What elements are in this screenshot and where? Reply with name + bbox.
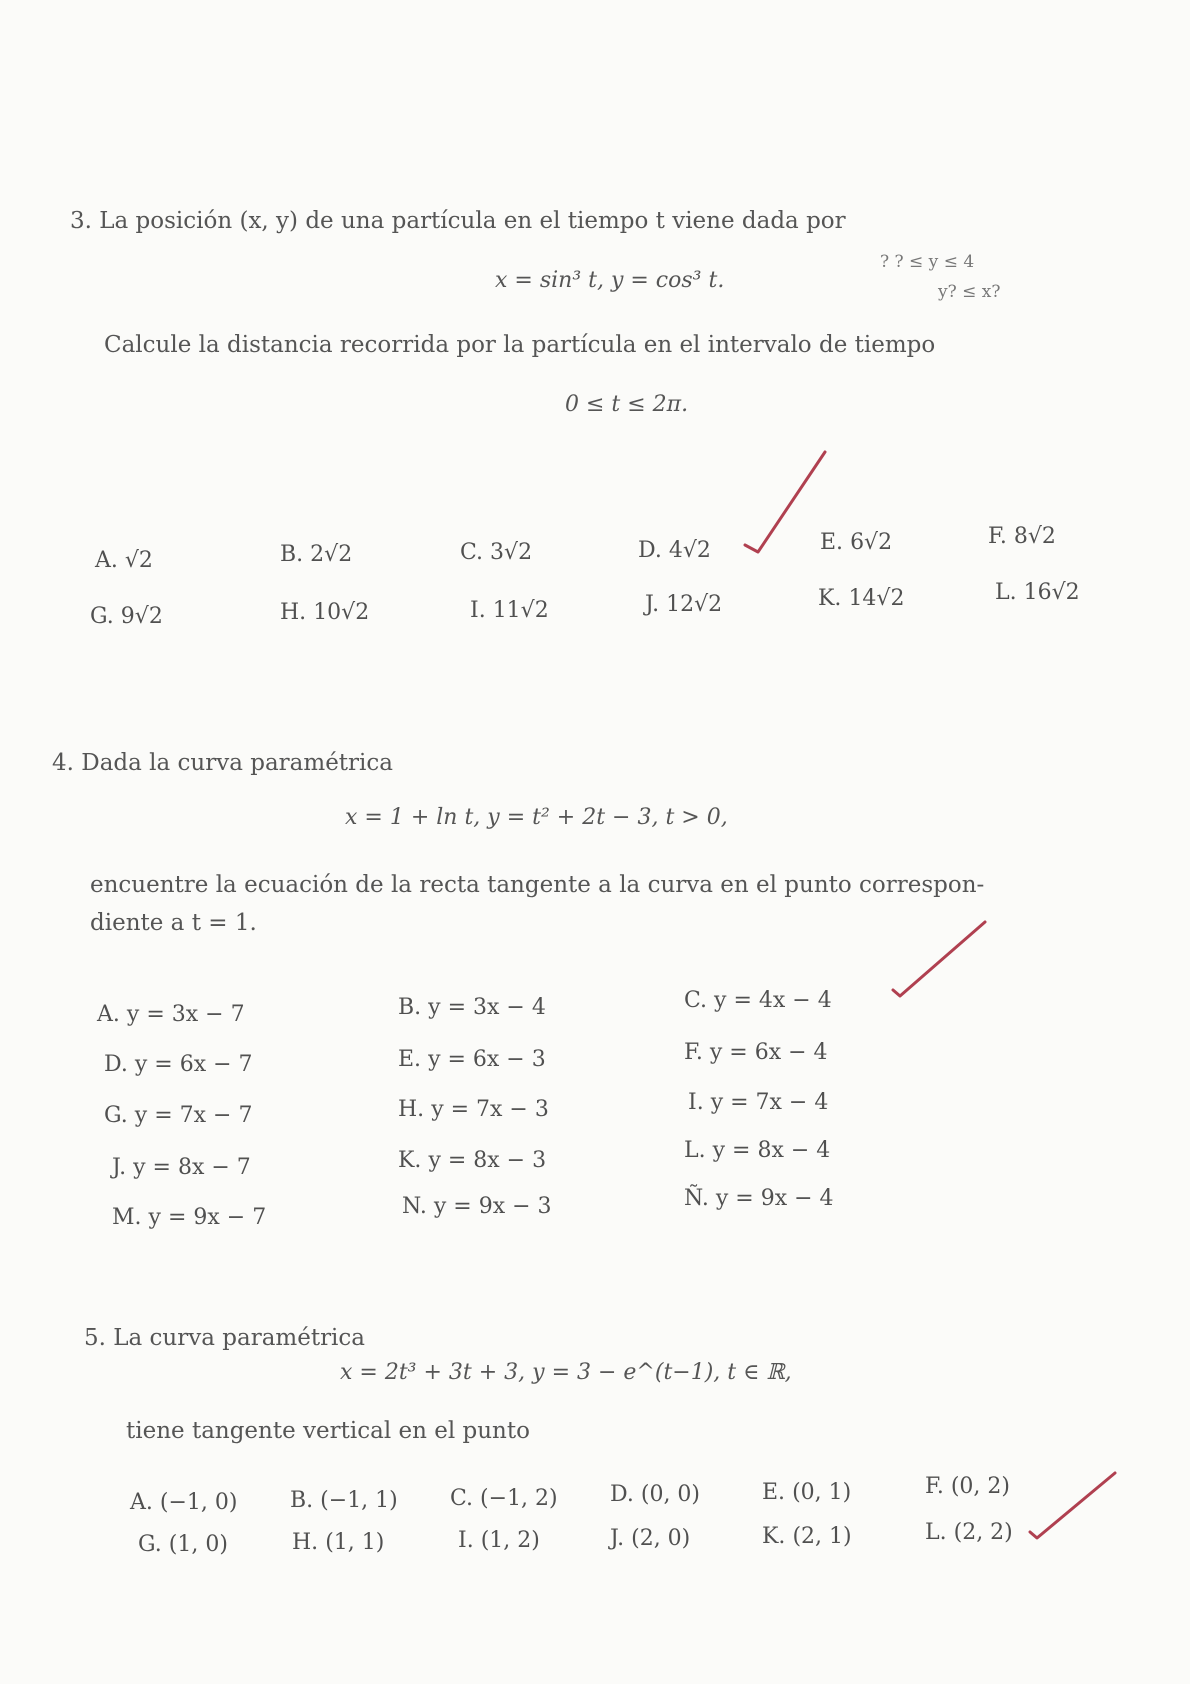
q3-option[interactable]: J. 12√2: [645, 592, 723, 617]
q4-instruction-line-2: diente a t = 1.: [90, 910, 257, 936]
q4-option[interactable]: J. y = 8x − 7: [112, 1155, 251, 1180]
q4-option[interactable]: G. y = 7x − 7: [104, 1103, 253, 1128]
q4-option[interactable]: I. y = 7x − 4: [688, 1090, 829, 1115]
q5-option-selected[interactable]: L. (2, 2): [925, 1520, 1013, 1545]
q4-option[interactable]: B. y = 3x − 4: [398, 995, 546, 1020]
q5-option[interactable]: I. (1, 2): [458, 1528, 540, 1553]
q3-option[interactable]: C. 3√2: [460, 540, 533, 565]
q3-instruction: Calcule la distancia recorrida por la partícula en el intervalo de tiempo: [104, 332, 936, 358]
q3-interval: 0 ≤ t ≤ 2π.: [565, 392, 689, 417]
q3-margin-note-2: y? ≤ x?: [938, 282, 1001, 302]
q5-stem: 5. La curva paramétrica: [84, 1325, 366, 1351]
q3-option[interactable]: A. √2: [95, 548, 153, 573]
q5-option[interactable]: D. (0, 0): [610, 1482, 701, 1507]
q5-option[interactable]: F. (0, 2): [925, 1474, 1010, 1499]
q3-option[interactable]: G. 9√2: [90, 604, 163, 629]
q3-option-selected[interactable]: D. 4√2: [638, 538, 711, 563]
q3-option[interactable]: F. 8√2: [988, 524, 1056, 549]
q4-option[interactable]: K. y = 8x − 3: [398, 1148, 547, 1173]
q5-option[interactable]: E. (0, 1): [762, 1480, 852, 1505]
q4-option[interactable]: M. y = 9x − 7: [112, 1205, 267, 1230]
q4-option[interactable]: N. y = 9x − 3: [402, 1194, 552, 1219]
q3-formula: x = sin³ t, y = cos³ t.: [495, 268, 725, 293]
q4-option[interactable]: H. y = 7x − 3: [398, 1097, 549, 1122]
q4-stem: 4. Dada la curva paramétrica: [52, 750, 393, 776]
q3-option[interactable]: H. 10√2: [280, 600, 370, 625]
q3-option[interactable]: L. 16√2: [995, 580, 1080, 605]
q3-option[interactable]: B. 2√2: [280, 542, 353, 567]
q5-option[interactable]: K. (2, 1): [762, 1524, 852, 1549]
q4-option[interactable]: A. y = 3x − 7: [97, 1002, 245, 1027]
q4-formula: x = 1 + ln t, y = t² + 2t − 3, t > 0,: [345, 805, 728, 830]
q4-option-selected[interactable]: C. y = 4x − 4: [684, 988, 832, 1013]
q4-option[interactable]: E. y = 6x − 3: [398, 1047, 546, 1072]
q4-instruction-line-1: encuentre la ecuación de la recta tangente a la curva en el punto correspon-: [90, 872, 985, 898]
q4-option[interactable]: D. y = 6x − 7: [104, 1052, 253, 1077]
q3-option[interactable]: E. 6√2: [820, 530, 893, 555]
q3-margin-note-1: ? ? ≤ y ≤ 4: [880, 252, 975, 272]
q5-formula: x = 2t³ + 3t + 3, y = 3 − e^(t−1), t ∈ ℝ,: [340, 1360, 792, 1385]
q4-option[interactable]: L. y = 8x − 4: [684, 1138, 831, 1163]
q5-option[interactable]: A. (−1, 0): [130, 1490, 238, 1515]
q3-option[interactable]: I. 11√2: [470, 598, 549, 623]
q3-check-mark-icon: [745, 452, 825, 552]
q5-option[interactable]: C. (−1, 2): [450, 1486, 558, 1511]
q3-option[interactable]: K. 14√2: [818, 586, 905, 611]
q5-option[interactable]: G. (1, 0): [138, 1532, 228, 1557]
q3-stem: 3. La posición (x, y) de una partícula en el tiempo t viene dada por: [70, 208, 846, 234]
q5-option[interactable]: H. (1, 1): [292, 1530, 385, 1555]
q5-instruction: tiene tangente vertical en el punto: [126, 1418, 530, 1444]
q4-check-mark-icon: [893, 922, 985, 996]
q4-option[interactable]: Ñ. y = 9x − 4: [684, 1186, 834, 1211]
q4-option[interactable]: F. y = 6x − 4: [684, 1040, 828, 1065]
q5-option[interactable]: B. (−1, 1): [290, 1488, 398, 1513]
q5-check-mark-icon: [1030, 1473, 1115, 1538]
q5-option[interactable]: J. (2, 0): [610, 1526, 691, 1551]
